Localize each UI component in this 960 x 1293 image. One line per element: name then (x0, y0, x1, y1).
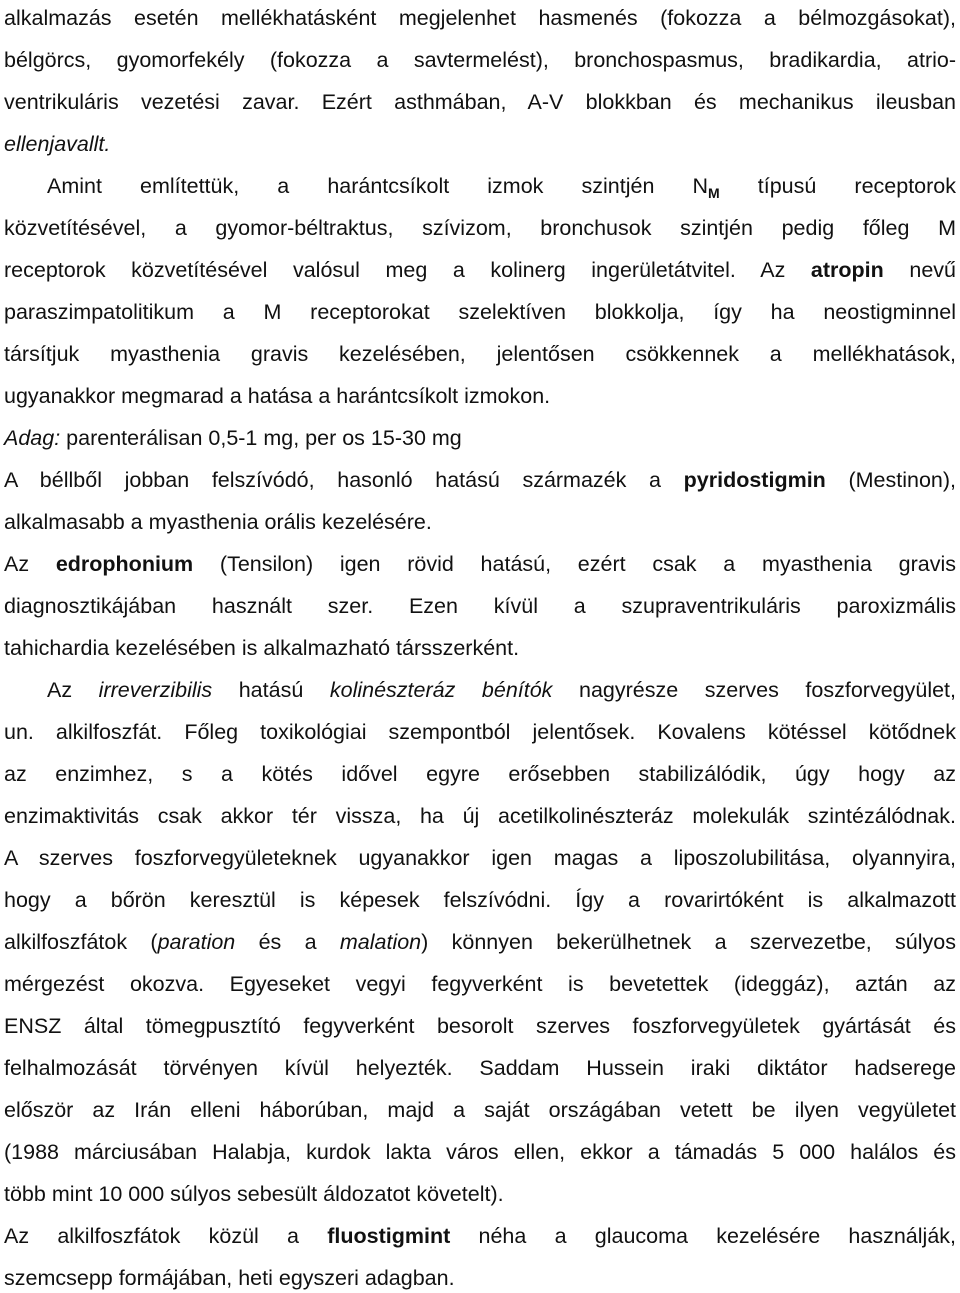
subscript-text: M (708, 185, 720, 201)
text-line: több mint 10 000 súlyos sebesült áldozatot követelt). (4, 1182, 504, 1206)
drug-name-atropin: atropin (810, 258, 884, 282)
text-line (4, 257, 956, 283)
text-line (4, 1223, 956, 1249)
text-line (47, 677, 956, 703)
text-line: tahichardia kezelésében is alkalmazható társszerként. (4, 636, 520, 660)
text-line: közvetítésével, a gyomor-béltraktus, szívizom, bronchusok szintjén pedig főleg M (4, 216, 956, 240)
dose-line (4, 425, 956, 451)
dose-text: parenterálisan 0,5-1 mg, per os 15-30 mg (60, 426, 462, 450)
text-line: diagnosztikájában használt szer. Ezen kívül a szupraventrikuláris paroxizmális (4, 594, 956, 618)
text-span: hatású (212, 678, 330, 702)
text-line: ventrikuláris vezetési zavar. Ezért asthmában, A-V blokkban és mechanikus ileusban (4, 90, 956, 114)
italic-text: irreverzibilis (98, 678, 213, 702)
text-line (4, 551, 956, 577)
drug-name-fluostigmint: fluostigmint (327, 1224, 451, 1248)
text-span: nevű (883, 258, 956, 282)
text-line: alkalmasabb a myasthenia orális kezelésére. (4, 510, 432, 534)
text-line (4, 467, 956, 493)
text-span: nagyrésze szerves foszforvegyület, (552, 678, 956, 702)
text-line: ENSZ által tömegpusztító fegyverként besorolt szerves foszforvegyületek gyártását és (4, 1014, 956, 1038)
text-line: szemcsepp formájában, heti egyszeri adagban. (4, 1266, 455, 1290)
text-span: (Mestinon), (825, 468, 956, 492)
italic-text: malation (339, 930, 422, 954)
text-span: A béllből jobban felszívódó, hasonló hatású származék a (4, 468, 684, 492)
text-span: és a (235, 930, 340, 954)
text-span: alkilfoszfátok ( (4, 930, 158, 954)
text-line: un. alkilfoszfát. Főleg toxikológiai szempontból jelentősek. Kovalens kötéssel kötődnek (4, 720, 956, 744)
text-line: társítjuk myasthenia gravis kezelésében, jelentősen csökkennek a mellékhatások, (4, 342, 956, 366)
text-line: először az Irán elleni háborúban, majd a saját országában vetett be ilyen vegyületet (4, 1098, 956, 1122)
text-line (47, 173, 956, 201)
text-span: receptorok közvetítésével valósul meg a kolinerg ingerületátvitel. Az (4, 258, 811, 282)
text-line: hogy a bőrön keresztül is képesek felszívódni. Így a rovarirtóként is alkalmazott (4, 888, 956, 912)
text-line: alkalmazás esetén mellékhatásként megjelenhet hasmenés (fokozza a bélmozgásokat), (4, 6, 956, 30)
text-line (4, 929, 956, 955)
text-line: ugyanakkor megmarad a hatása a harántcsíkolt izmokon. (4, 384, 551, 408)
italic-text: ellenjavallt. (4, 132, 111, 156)
text-span: Az alkilfoszfátok közül a (4, 1224, 328, 1248)
text-line: felhalmozását törvényen kívül helyezték. Saddam Hussein iraki diktátor hadserege (4, 1056, 956, 1080)
text-line: az enzimhez, s a kötés idővel egyre erősebben stabilizálódik, úgy hogy az (4, 762, 956, 786)
italic-text: kolinészteráz bénítók (329, 678, 553, 702)
dose-label: Adag: (4, 426, 61, 450)
text-line: A szerves foszforvegyületeknek ugyanakkor igen magas a liposzolubilitása, olyannyira, (4, 846, 956, 870)
text-span: néha a glaucoma kezelésére használják, (450, 1224, 956, 1248)
text-line: mérgezést okozva. Egyeseket vegyi fegyverként is bevetettek (ideggáz), aztán az (4, 972, 956, 996)
text-line: enzimaktivitás csak akkor tér vissza, ha új acetilkolinészteráz molekulák szintézálódnak. (4, 804, 956, 828)
text-line: (1988 márciusában Halabja, kurdok lakta város ellen, ekkor a támadás 5 000 halálos és (4, 1140, 956, 1164)
text-span: típusú receptorok (719, 174, 956, 198)
text-line: bélgörcs, gyomorfekély (fokozza a savtermelést), bronchospasmus, bradikardia, atrio- (4, 48, 956, 72)
italic-text: paration (157, 930, 236, 954)
text-line: paraszimpatolitikum a M receptorokat szelektíven blokkolja, így ha neostigminnel (4, 300, 956, 324)
text-span: Az (47, 678, 99, 702)
text-span: Amint említettük, a harántcsíkolt izmok szintjén N (47, 174, 709, 198)
text-span: Az (4, 552, 56, 576)
drug-name-pyridostigmin: pyridostigmin (683, 468, 826, 492)
text-span: ) könnyen bekerülhetnek a szervezetbe, súlyos (421, 930, 956, 954)
text-span: (Tensilon) igen rövid hatású, ezért csak a myasthenia gravis (193, 552, 956, 576)
text-line (4, 131, 956, 157)
drug-name-edrophonium: edrophonium (55, 552, 194, 576)
